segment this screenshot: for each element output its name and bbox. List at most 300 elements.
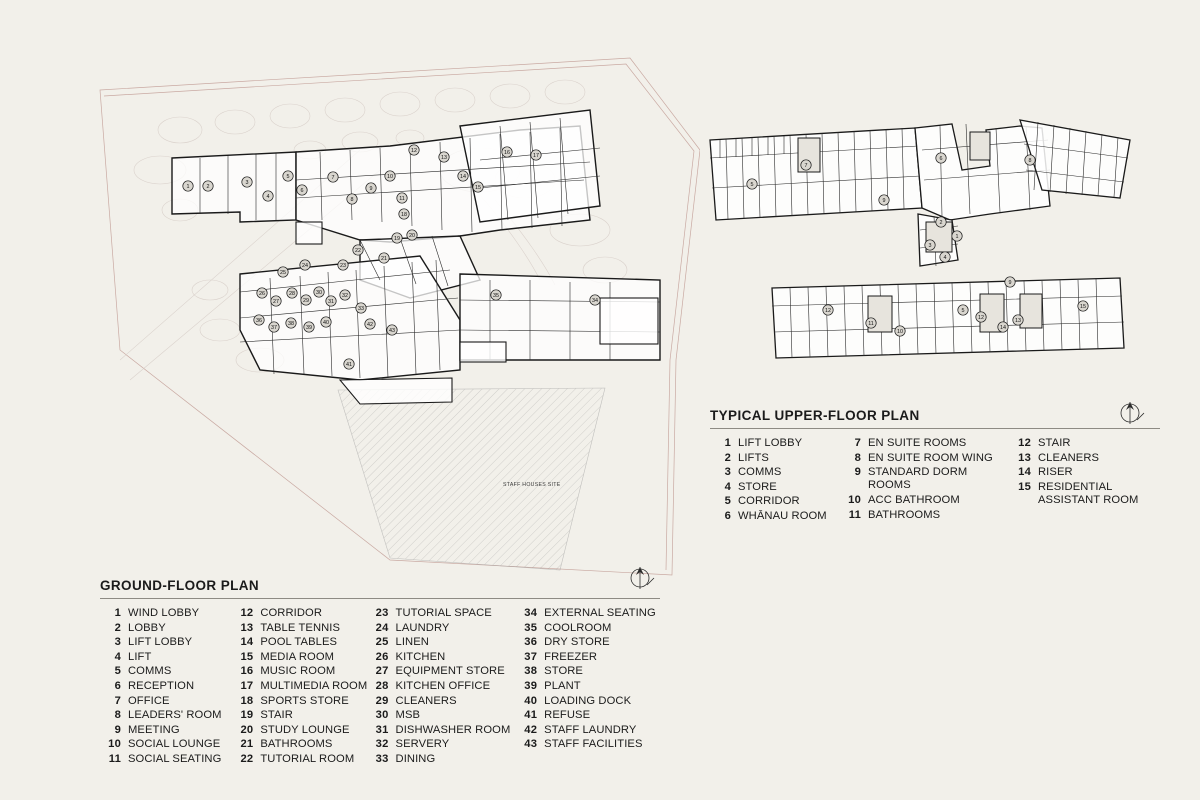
list-item (516, 680, 660, 693)
hatched-site-zone (338, 388, 605, 570)
legend-label: TUTORIAL SPACE (395, 607, 492, 619)
svg-text:11: 11 (868, 321, 874, 328)
room-marker (940, 252, 950, 262)
list-item (1010, 481, 1140, 508)
legend-number: 6 (114, 679, 121, 692)
svg-text:3: 3 (928, 243, 932, 250)
svg-text:29: 29 (303, 298, 309, 305)
legend-label: CLEANERS (1038, 451, 1100, 464)
legend-number: 4 (114, 650, 121, 663)
room-marker (392, 233, 402, 243)
legend-label: EN SUITE ROOMS (868, 437, 967, 449)
legend-label: MEDIA ROOM (260, 650, 335, 663)
room-marker (242, 177, 252, 187)
legend-number: 5 (724, 495, 731, 508)
list-item (840, 494, 1010, 507)
legend-number: 42 (524, 723, 538, 736)
svg-text:19: 19 (394, 236, 400, 243)
legend-label: COMMS (738, 466, 782, 479)
svg-text:1: 1 (955, 234, 959, 241)
list-item (710, 495, 840, 508)
legend-number: 1 (724, 437, 731, 449)
ground-legend-column-4 (516, 607, 660, 768)
legend-label: POOL TABLES (260, 636, 338, 649)
list-item (368, 636, 517, 649)
room-marker (379, 253, 389, 263)
legend-label: CORRIDOR (260, 607, 323, 619)
legend-number: 12 (1018, 437, 1031, 449)
list-item (232, 680, 367, 693)
legend-label: RISER (1038, 466, 1073, 479)
legend-label: SERVERY (395, 738, 450, 751)
legend-label: STUDY LOUNGE (260, 723, 350, 736)
list-item (710, 481, 840, 494)
svg-text:5: 5 (286, 174, 290, 181)
room-marker (491, 290, 501, 300)
svg-text:33: 33 (358, 306, 364, 313)
room-marker (439, 152, 449, 162)
room-marker (1025, 155, 1035, 165)
list-item (100, 709, 232, 722)
legend-number: 43 (524, 738, 538, 751)
legend-number: 4 (724, 480, 731, 493)
legend-label: LIFTS (738, 451, 769, 464)
room-marker (1013, 315, 1023, 325)
svg-text:4: 4 (943, 255, 947, 262)
room-marker (590, 295, 600, 305)
legend-label: EXTERNAL SEATING (544, 607, 656, 619)
legend-number: 14 (1018, 466, 1031, 479)
svg-text:31: 31 (328, 299, 334, 306)
legend-label: LINEN (395, 636, 429, 649)
legend-number: 14 (240, 636, 254, 649)
svg-text:5: 5 (961, 308, 965, 315)
legend-number: 8 (114, 709, 121, 722)
legend-label: TUTORIAL ROOM (260, 752, 355, 765)
svg-text:12: 12 (978, 315, 984, 322)
legend-number: 36 (524, 636, 538, 649)
ground-floor-plan-drawing (60, 30, 700, 590)
legend-number: 3 (114, 636, 121, 649)
svg-text:21: 21 (381, 256, 387, 263)
svg-text:9: 9 (882, 198, 886, 205)
room-marker (257, 288, 267, 298)
svg-text:8: 8 (1028, 158, 1032, 165)
ground-legend-column-2 (232, 607, 367, 768)
svg-text:24: 24 (302, 263, 308, 270)
room-marker (925, 240, 935, 250)
legend-number: 25 (375, 636, 389, 649)
legend-label: COMMS (128, 665, 172, 678)
legend-number: 18 (240, 694, 254, 707)
site-note-label: STAFF HOUSES SITE (503, 482, 561, 488)
legend-number: 13 (240, 621, 254, 634)
room-marker (344, 359, 354, 369)
legend-label: STAFF LAUNDRY (544, 723, 637, 736)
ground-legend-columns (100, 607, 660, 768)
list-item (232, 622, 367, 635)
legend-number: 37 (524, 650, 538, 663)
svg-text:34: 34 (592, 298, 598, 305)
list-item (368, 695, 517, 708)
list-item (100, 622, 232, 635)
room-marker (263, 191, 273, 201)
legend-number: 26 (375, 650, 389, 663)
list-item (368, 753, 517, 766)
list-item (368, 607, 517, 620)
list-item (100, 680, 232, 693)
svg-text:39: 39 (306, 325, 312, 332)
room-marker (952, 231, 962, 241)
room-marker (473, 182, 483, 192)
legend-label: TABLE TENNIS (260, 621, 341, 634)
legend-label: RECEPTION (128, 679, 195, 692)
legend-number: 10 (108, 738, 121, 751)
room-marker (321, 317, 331, 327)
upper-legend-divider (710, 428, 1160, 429)
list-item (1010, 466, 1140, 479)
legend-label: DINING (395, 752, 436, 765)
list-item (840, 509, 1010, 522)
room-marker (347, 194, 357, 204)
legend-number: 9 (854, 466, 861, 479)
svg-text:38: 38 (288, 321, 294, 328)
legend-label: WIND LOBBY (128, 607, 200, 619)
list-item (100, 651, 232, 664)
room-marker (365, 319, 375, 329)
legend-label: ACC BATHROOM (868, 494, 960, 507)
room-marker (958, 305, 968, 315)
room-marker (314, 287, 324, 297)
list-item (368, 738, 517, 751)
svg-text:40: 40 (323, 320, 329, 327)
room-marker (328, 172, 338, 182)
svg-text:11: 11 (399, 196, 405, 203)
svg-text:17: 17 (533, 153, 539, 160)
legend-number: 41 (524, 709, 538, 722)
svg-text:4: 4 (266, 194, 270, 201)
legend-number: 38 (524, 665, 538, 678)
svg-text:15: 15 (475, 185, 481, 192)
list-item (100, 636, 232, 649)
legend-label: MSB (395, 709, 421, 722)
room-marker (936, 217, 946, 227)
list-item (516, 695, 660, 708)
ground-legend-column-3 (368, 607, 517, 768)
room-marker (269, 322, 279, 332)
list-item (232, 695, 367, 708)
room-marker (458, 171, 468, 181)
upper-legend-column-2 (840, 437, 1010, 525)
svg-text:26: 26 (259, 291, 265, 298)
legend-label: PLANT (544, 679, 581, 692)
svg-text:25: 25 (280, 270, 286, 277)
room-marker (304, 322, 314, 332)
list-item (100, 695, 232, 708)
legend-label: SOCIAL LOUNGE (128, 738, 221, 751)
legend-number: 15 (1018, 480, 1031, 493)
list-item (232, 665, 367, 678)
svg-text:22: 22 (355, 248, 361, 255)
svg-text:42: 42 (367, 322, 373, 329)
list-item (232, 709, 367, 722)
list-item (100, 753, 232, 766)
room-marker (397, 193, 407, 203)
upper-south-wing (772, 278, 1124, 358)
svg-text:14: 14 (1000, 325, 1006, 332)
room-marker (976, 312, 986, 322)
legend-label: OFFICE (128, 694, 170, 707)
legend-number: 12 (240, 607, 254, 619)
legend-label: LOADING DOCK (544, 694, 632, 707)
legend-number: 31 (375, 723, 389, 736)
svg-text:32: 32 (342, 293, 348, 300)
legend-label: BATHROOMS (260, 738, 333, 751)
svg-text:37: 37 (271, 325, 277, 332)
legend-number: 1 (114, 607, 121, 619)
svg-text:2: 2 (939, 220, 943, 227)
svg-text:8: 8 (350, 197, 354, 204)
upper-floor-legend-title: TYPICAL UPPER-FLOOR PLAN (710, 408, 920, 423)
svg-text:9: 9 (1008, 280, 1012, 287)
list-item (516, 636, 660, 649)
room-marker (340, 290, 350, 300)
room-marker (287, 288, 297, 298)
legend-number: 8 (854, 451, 861, 464)
legend-number: 2 (724, 451, 731, 464)
list-item (516, 622, 660, 635)
svg-text:13: 13 (1015, 318, 1021, 325)
list-item (100, 738, 232, 751)
list-item (232, 636, 367, 649)
legend-label: BATHROOMS (868, 508, 941, 521)
legend-number: 24 (375, 621, 389, 634)
legend-label: STORE (738, 480, 777, 493)
room-marker (338, 260, 348, 270)
legend-number: 19 (240, 709, 254, 722)
room-marker (271, 296, 281, 306)
legend-number: 11 (108, 752, 121, 765)
legend-label: MUSIC ROOM (260, 665, 336, 678)
svg-text:7: 7 (804, 163, 808, 170)
list-item (516, 665, 660, 678)
room-marker (301, 295, 311, 305)
svg-text:23: 23 (340, 263, 346, 270)
legend-number: 35 (524, 621, 538, 634)
upper-legend-column-3 (1010, 437, 1140, 525)
room-marker (286, 318, 296, 328)
room-marker (183, 181, 193, 191)
list-item (232, 651, 367, 664)
legend-label: CORRIDOR (738, 495, 800, 508)
legend-label: LAUNDRY (395, 621, 450, 634)
legend-number: 7 (114, 694, 121, 707)
legend-number: 23 (375, 607, 389, 619)
room-marker (278, 267, 288, 277)
svg-text:2: 2 (206, 184, 210, 191)
legend-label: LEADERS' ROOM (128, 709, 222, 722)
room-marker (866, 318, 876, 328)
legend-number: 32 (375, 738, 389, 751)
legend-label: MEETING (128, 723, 180, 736)
legend-label: DISHWASHER ROOM (395, 723, 511, 736)
legend-label: EN SUITE ROOM WING (868, 451, 993, 464)
legend-label: SPORTS STORE (260, 694, 349, 707)
svg-text:1: 1 (186, 184, 190, 191)
upper-legend-column-1 (710, 437, 840, 525)
legend-number: 40 (524, 694, 538, 707)
list-item (368, 665, 517, 678)
room-marker (531, 150, 541, 160)
svg-text:35: 35 (493, 293, 499, 300)
room-marker (895, 326, 905, 336)
svg-text:16: 16 (504, 150, 510, 157)
room-marker (801, 160, 811, 170)
list-item (368, 724, 517, 737)
svg-text:13: 13 (441, 155, 447, 162)
list-item (840, 437, 1010, 450)
room-marker (407, 230, 417, 240)
room-marker (254, 315, 264, 325)
upper-floor-plan-drawing (690, 110, 1150, 390)
list-item (368, 680, 517, 693)
svg-text:12: 12 (411, 148, 417, 155)
ground-legend-divider (100, 598, 660, 599)
legend-label: REFUSE (544, 709, 591, 722)
list-item (516, 651, 660, 664)
list-item (516, 738, 660, 751)
upper-legend-columns (710, 437, 1160, 525)
svg-text:14: 14 (460, 174, 466, 181)
legend-label: WHĀNAU ROOM (738, 509, 827, 522)
legend-number: 20 (240, 723, 254, 736)
list-item (516, 724, 660, 737)
svg-text:6: 6 (939, 156, 943, 163)
legend-number: 9 (114, 723, 121, 736)
list-item (100, 724, 232, 737)
list-item (710, 466, 840, 479)
legend-label: EQUIPMENT STORE (395, 665, 505, 678)
legend-number: 34 (524, 607, 538, 619)
list-item (840, 466, 1010, 493)
list-item (710, 437, 840, 450)
legend-number: 13 (1018, 451, 1031, 464)
list-item (710, 510, 840, 523)
ground-floor-legend-title: GROUND-FLOOR PLAN (100, 578, 260, 593)
svg-text:6: 6 (300, 188, 304, 195)
room-marker (353, 245, 363, 255)
legend-label: STANDARD DORM ROOMS (868, 466, 968, 492)
room-marker (399, 209, 409, 219)
svg-text:15: 15 (1080, 304, 1086, 311)
room-marker (823, 305, 833, 315)
svg-text:43: 43 (389, 328, 395, 335)
svg-text:5: 5 (750, 182, 754, 189)
legend-label: LIFT LOBBY (738, 437, 803, 449)
svg-text:7: 7 (331, 175, 335, 182)
legend-label: LIFT LOBBY (128, 636, 193, 649)
legend-number: 11 (848, 508, 861, 521)
room-marker (998, 322, 1008, 332)
legend-label: STAIR (260, 709, 293, 722)
legend-label: DRY STORE (544, 636, 610, 649)
svg-text:9: 9 (369, 186, 373, 193)
ground-legend-column-1 (100, 607, 232, 768)
legend-label: FREEZER (544, 650, 598, 663)
room-marker (203, 181, 213, 191)
room-marker (297, 185, 307, 195)
legend-label: STORE (544, 665, 583, 678)
svg-text:3: 3 (245, 180, 249, 187)
legend-number: 30 (375, 709, 389, 722)
legend-number: 29 (375, 694, 389, 707)
list-item (368, 622, 517, 635)
legend-number: 10 (848, 494, 861, 507)
svg-text:41: 41 (346, 362, 352, 369)
room-marker (366, 183, 376, 193)
legend-number: 15 (240, 650, 254, 663)
legend-number: 7 (854, 437, 861, 449)
legend-label: KITCHEN (395, 650, 446, 663)
legend-label: COOLROOM (544, 621, 612, 634)
legend-label: SOCIAL SEATING (128, 752, 222, 765)
room-marker (387, 325, 397, 335)
room-marker (326, 296, 336, 306)
legend-number: 16 (240, 665, 254, 678)
list-item (100, 607, 232, 620)
list-item (1010, 452, 1140, 465)
room-marker (502, 147, 512, 157)
list-item (232, 724, 367, 737)
list-item (516, 709, 660, 722)
room-marker (385, 171, 395, 181)
legend-number: 39 (524, 679, 538, 692)
room-marker (1078, 301, 1088, 311)
room-marker (283, 171, 293, 181)
upper-floor-legend (710, 408, 1160, 525)
legend-label: MULTIMEDIA ROOM (260, 679, 368, 692)
legend-number: 27 (375, 665, 389, 678)
list-item (368, 709, 517, 722)
legend-label: STAFF FACILITIES (544, 738, 643, 751)
svg-text:36: 36 (256, 318, 262, 325)
svg-text:30: 30 (316, 290, 322, 297)
list-item (840, 452, 1010, 465)
legend-label: RESIDENTIAL ASSISTANT ROOM (1038, 480, 1139, 507)
svg-text:28: 28 (289, 291, 295, 298)
list-item (232, 607, 367, 620)
legend-number: 6 (724, 509, 731, 522)
list-item (232, 738, 367, 751)
room-marker (879, 195, 889, 205)
room-marker (409, 145, 419, 155)
legend-number: 28 (375, 679, 389, 692)
legend-number: 21 (240, 738, 254, 751)
legend-label: LOBBY (128, 621, 166, 634)
room-marker (747, 179, 757, 189)
svg-text:27: 27 (273, 299, 279, 306)
room-marker (300, 260, 310, 270)
list-item (232, 753, 367, 766)
ground-floor-legend (100, 578, 660, 768)
list-item (100, 665, 232, 678)
list-item (368, 651, 517, 664)
legend-label: STAIR (1038, 437, 1071, 449)
svg-text:12: 12 (825, 308, 831, 315)
legend-number: 3 (724, 466, 731, 479)
list-item (1010, 437, 1140, 450)
legend-label: KITCHEN OFFICE (395, 679, 491, 692)
